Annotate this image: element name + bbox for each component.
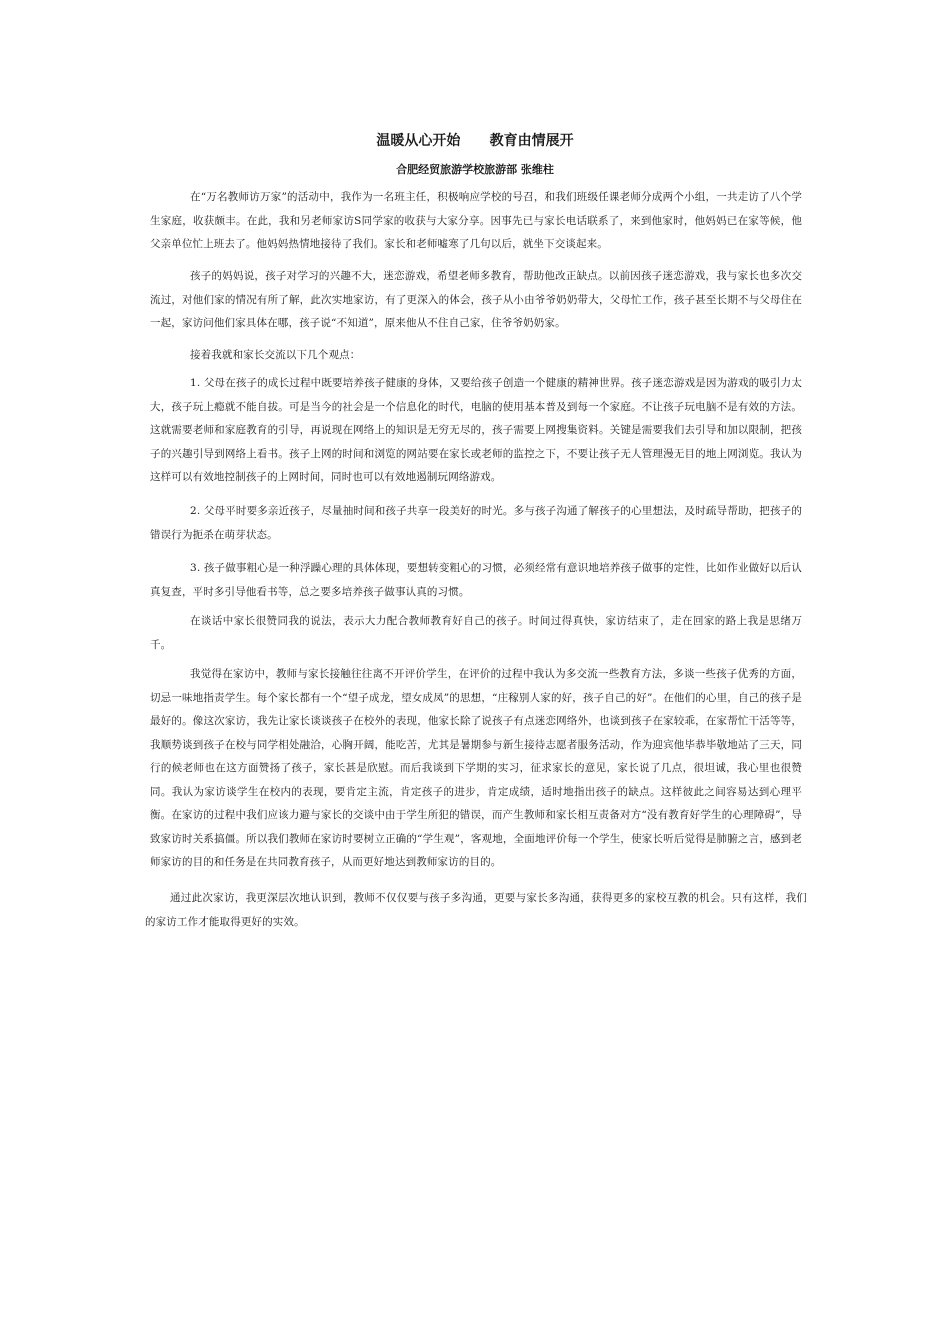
- paragraph-viewpoints-intro: [150, 344, 802, 368]
- paragraph-text: 孩子的妈妈说，孩子对学习的兴趣不大，迷恋游戏，希望老师多教育，帮助他改正缺点。以前因孩子迷恋游戏，我与家长也多次交流过，对他们家的情况有所了解，此次实地家访，有了更深入的体会，孩子从小由爷爷奶奶带大，父母忙工作，孩子甚至长期不与父母住在一起，家访问他们家具体在哪，孩子说“不知道”，原来他从不住自己家，住爷爷奶奶家。: [150, 270, 802, 329]
- document-byline: 合肥经贸旅游学校旅游部 张维柱: [396, 163, 554, 176]
- paragraph-conversation-end: [150, 610, 802, 657]
- paragraph-text: 1. 父母在孩子的成长过程中既要培养孩子健康的身体，又要给孩子创造一个健康的精神世界。孩子迷恋游戏是因为游戏的吸引力太大，孩子玩上瘾就不能自拔。可是当今的社会是一个信息化的时代，电脑的使用基本普及到每一个家庭。不让孩子玩电脑不是有效的方法。这就需要老师和家庭教育的引导，再说现在网络上的知识是无穷无尽的，孩子需要上网搜集资料。关键是需要我们去引导和加以限制，把孩子的兴趣引导到网络上看书。孩子上网的时间和浏览的网站要在家长或老师的监控之下，不要让孩子无人管理漫无目的地上网浏览。我认为这样可以有效地控制孩子的上网时间，同时也可以有效地遏制玩网络游戏。: [150, 377, 802, 483]
- paragraph-conclusion: [145, 887, 807, 934]
- paragraph-reflection: [150, 663, 802, 875]
- paragraph-text: 我觉得在家访中，教师与家长接触往往离不开评价学生，在评价的过程中我认为多交流一些教育方法，多谈一些孩子优秀的方面，切忌一味地指责学生。每个家长都有一个“望子成龙，望女成凤”的思想，“庄稼别人家的好，孩子自己的好”。在他们的心里，自己的孩子是最好的。像这次家访，我先让家长谈谈孩子在校外的表现，他家长除了说孩子有点迷恋网络外，也谈到孩子在家较乖，在家帮忙干活等等，我顺势谈到孩子在校与同学相处融洽，心胸开阔，能吃苦，尤其是暑期参与新生接待志愿者服务活动，作为迎宾他毕恭毕敬地站了三天，同行的候老师也在这方面赞扬了孩子，家长甚是欣慰。而后我谈到下学期的实习，征求家长的意见，家长说了几点，很坦诚，我心里也很赞同。我认为家访谈学生在校内的表现，要肯定主流，肯定孩子的进步，肯定成绩，适时地指出孩子的缺点。这样彼此之间容易达到心理平衡。在家访的过程中我们应该力避与家长的交谈中由于学生所犯的错误，而产生教师和家长相互责备对方“没有教育好学生的心理障碍”，导致家访时关系搞僵。所以我们教师在家访时要树立正确的“学生观”，客观地，全面地评价每一个学生，使家长听后觉得是肺腑之言，感到老师家访的目的和任务是在共同教育孩子，从而更好地达到教师家访的目的。: [150, 668, 802, 868]
- paragraph-text: 接着我就和家长交流以下几个观点：: [190, 349, 361, 361]
- paragraph-point-1: [150, 372, 802, 490]
- paragraph-point-2: [150, 500, 802, 547]
- paragraph-text: 通过此次家访，我更深层次地认识到，教师不仅仅要与孩子多沟通，更要与家长多沟通，获得更多的家校互教的机会。只有这样，我们的家访工作才能取得更好的实效。: [145, 892, 807, 928]
- paragraph-text: 2. 父母平时要多亲近孩子，尽量抽时间和孩子共享一段美好的时光。多与孩子沟通了解孩子的心里想法，及时疏导帮助，把孩子的错误行为扼杀在萌芽状态。: [150, 505, 802, 541]
- paragraph-mother-account: [150, 265, 802, 336]
- paragraph-point-3: [150, 557, 802, 604]
- paragraph-text: 在“万名教师访万家”的活动中，我作为一名班主任，积极响应学校的号召，和我们班级任课老师分成两个小组，一共走访了八个学生家庭，收获颇丰。在此，我和另老师家访S同学家的收获与大家分享。因事先已与家长电话联系了，来到他家时，他妈妈已在家等候，他父亲单位忙上班去了。他妈妈热情地接待了我们。家长和老师嘘寒了几句以后，就坐下交谈起来。: [150, 191, 802, 250]
- paragraph-text: 在谈话中家长很赞同我的说法，表示大力配合教师教育好自己的孩子。时间过得真快，家访结束了，走在回家的路上我是思绪万千。: [150, 615, 802, 651]
- paragraph-intro: [150, 186, 802, 257]
- paragraph-text: 3. 孩子做事粗心是一种浮躁心理的具体体现，要想转变粗心的习惯，必须经常有意识地培养孩子做事的定性，比如作业做好以后认真复查，平时多引导他看书等，总之要多培养孩子做事认真的习惯。: [150, 562, 802, 598]
- document-title: 温暖从心开始 教育由情展开: [376, 133, 574, 149]
